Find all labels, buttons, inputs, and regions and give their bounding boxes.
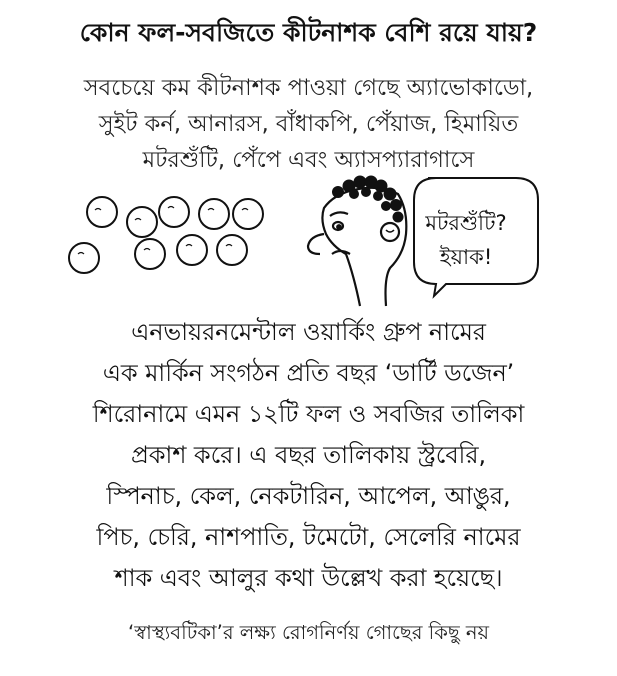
intro-line: সুইট কর্ন, আনারস, বাঁধাকপি, পেঁয়াজ, হিমায়িত bbox=[98, 111, 519, 137]
body-line: প্রকাশ করে। এ বছর তালিকায় স্ট্রবেরি, bbox=[130, 441, 487, 469]
speech-line: ইয়াক! bbox=[439, 245, 493, 269]
body-line: শাক এবং আলুর কথা উল্লেখ করা হয়েছে। bbox=[114, 564, 503, 592]
pea bbox=[135, 239, 165, 269]
body-paragraph bbox=[10, 312, 607, 599]
intro-paragraph bbox=[12, 70, 605, 178]
pea bbox=[233, 199, 263, 229]
peas-icon bbox=[69, 197, 263, 273]
body-line: স্পিনাচ, কেল, নেকটারিন, আপেল, আঙুর, bbox=[106, 482, 511, 510]
pea bbox=[217, 235, 247, 265]
intro-line: সবচেয়ে কম কীটনাশক পাওয়া গেছে অ্যাভোকাডো, bbox=[83, 75, 534, 101]
footer-note: ‘স্বাস্থ্যবটিকা’র লক্ষ্য রোগনির্ণয় গোছের কিছু নয় bbox=[128, 621, 489, 644]
pea bbox=[199, 199, 229, 229]
speech-line: মটরশুঁটি? bbox=[425, 211, 507, 235]
pea bbox=[127, 207, 157, 237]
article-heading: কোন ফল-সবজিতে কীটনাশক বেশি রয়ে যায়? bbox=[79, 18, 538, 47]
pea bbox=[69, 243, 99, 273]
body-line: এক মার্কিন সংগঠন প্রতি বছর ‘ডার্টি ডজেন’ bbox=[102, 359, 515, 387]
body-line: শিরোনামে এমন ১২টি ফল ও সবজির তালিকা bbox=[92, 400, 525, 428]
body-line: এনভায়রনমেন্টাল ওয়ার্কিং গ্রুপ নামের bbox=[131, 318, 486, 346]
intro-line: মটরশুঁটি, পেঁপে এবং অ্যাসপ্যারাগাসে bbox=[142, 147, 475, 173]
pea bbox=[177, 235, 207, 265]
body-line: পিচ, চেরি, নাশপাতি, টমেটো, সেলেরি নামের bbox=[96, 523, 521, 551]
pea bbox=[87, 197, 117, 227]
pea bbox=[159, 197, 189, 227]
speech-bubble-text bbox=[404, 206, 528, 274]
